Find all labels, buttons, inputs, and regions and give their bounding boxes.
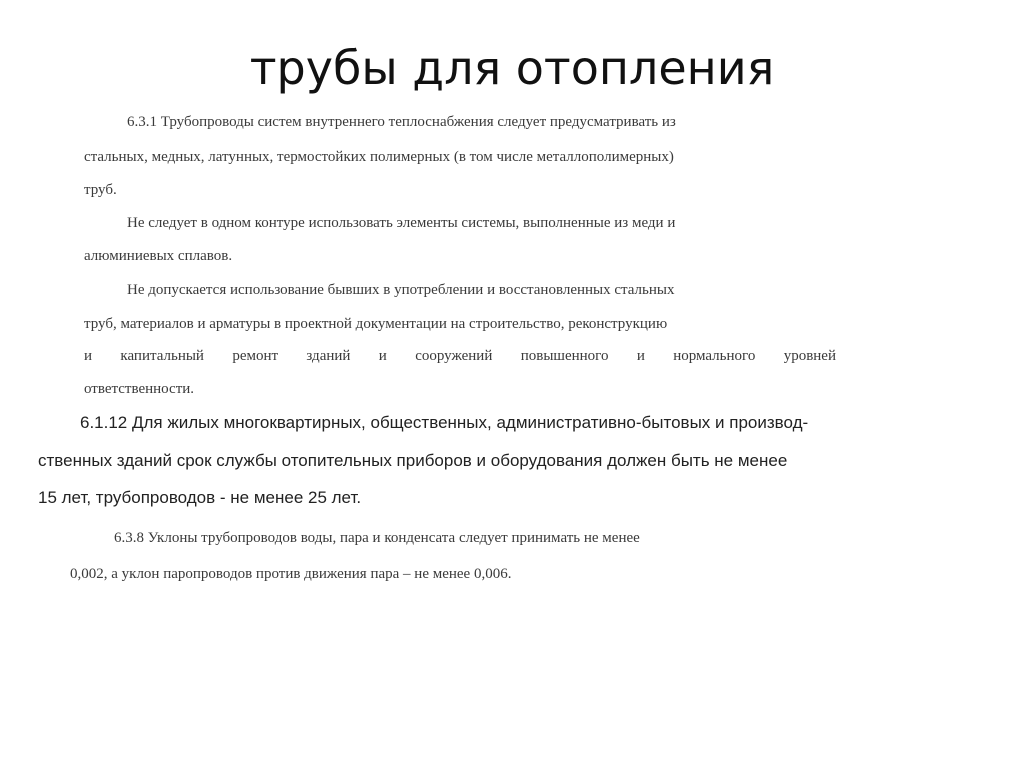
- text-line: стальных, медных, латунных, термостойких полимерных (в том числе металлополимерных): [84, 149, 674, 165]
- text-line: ственных зданий срок службы отопительных приборов и оборудования должен быть не менее: [38, 451, 788, 470]
- text-line: 6.3.8 Уклоны трубопроводов воды, пара и конденсата следует принимать не менее: [114, 530, 640, 546]
- word: уровней: [783, 348, 836, 364]
- justified-text-line: [84, 347, 836, 365]
- word: нормального: [673, 348, 756, 364]
- word: зданий: [306, 348, 351, 364]
- word: ремонт: [232, 348, 279, 364]
- text-line: 6.3.1 Трубопроводы систем внутреннего теплоснабжения следует предусматривать из: [127, 114, 676, 130]
- text-line: алюминиевых сплавов.: [84, 248, 233, 264]
- word: капитальный: [120, 348, 204, 364]
- text-line: Не допускается использование бывших в употреблении и восстановленных стальных: [127, 282, 675, 298]
- word: и: [636, 348, 645, 364]
- text-line: Не следует в одном контуре использовать элементы системы, выполненные из меди и: [127, 215, 676, 231]
- text-line: 0,002, а уклон паропроводов против движения пара – не менее 0,006.: [70, 566, 512, 582]
- word: сооружений: [415, 348, 493, 364]
- text-line: 15 лет, трубопроводов - не менее 25 лет.: [38, 488, 362, 507]
- word: и: [378, 348, 387, 364]
- text-line: труб, материалов и арматуры в проектной документации на строительство, реконструкцию: [84, 316, 668, 332]
- word: повышенного: [520, 348, 609, 364]
- slide-title: трубы для отопления: [249, 41, 775, 95]
- text-line: труб.: [84, 182, 117, 198]
- text-line: 6.1.12 Для жилых многоквартирных, общественных, административно-бытовых и производ-: [80, 413, 809, 432]
- word: и: [84, 348, 93, 364]
- text-line: ответственности.: [84, 381, 195, 397]
